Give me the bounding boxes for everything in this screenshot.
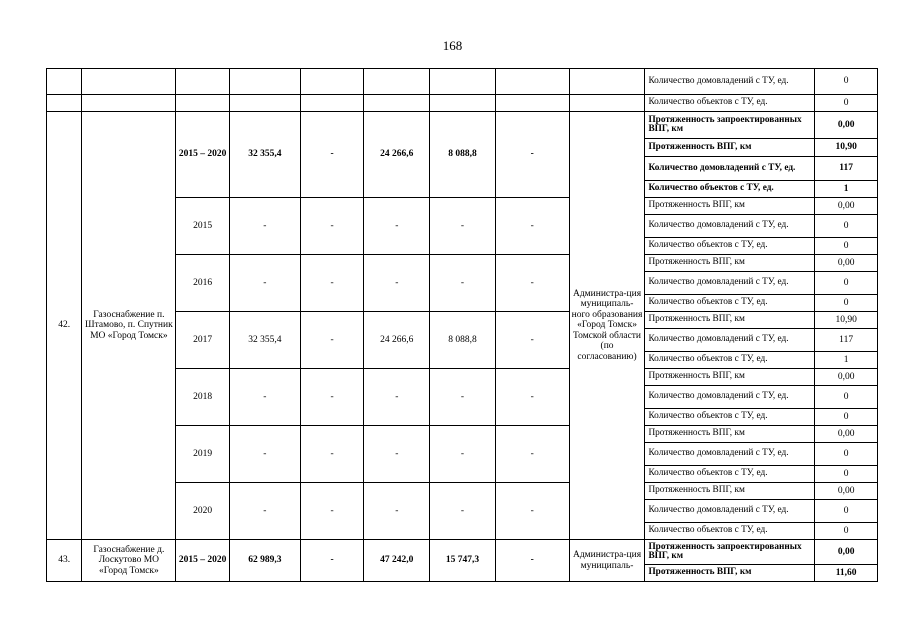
- amount-c1: -: [229, 255, 300, 312]
- amount-c3: 47 242,0: [364, 540, 430, 582]
- program-table: [46, 68, 878, 582]
- indicator-value: 0,00: [815, 369, 878, 386]
- indicator-label: Количество объектов с ТУ, ед.: [645, 95, 815, 112]
- indicator-value: 1: [815, 181, 878, 198]
- indicator-label: Протяженность запроектированных ВПГ, км: [645, 112, 815, 139]
- indicator-label: Количество домовладений с ТУ, ед.: [645, 69, 815, 95]
- indicator-value: 0: [815, 215, 878, 238]
- table-row: [47, 69, 878, 95]
- indicator-label: Количество объектов с ТУ, ед.: [645, 181, 815, 198]
- amount-c4: -: [430, 483, 496, 540]
- period-cell: 2015 – 2020: [176, 112, 230, 198]
- amount-c1: 62 989,3: [229, 540, 300, 582]
- amount-c2: -: [300, 540, 364, 582]
- amount-c1: -: [229, 369, 300, 426]
- indicator-value: 0: [815, 443, 878, 466]
- indicator-label: Протяженность запроектированных ВПГ, км: [645, 540, 815, 565]
- row-number: 43.: [47, 540, 82, 582]
- empty-cell: [176, 69, 230, 95]
- amount-c5: -: [495, 255, 569, 312]
- indicator-value: 0,00: [815, 198, 878, 215]
- object-name: Газоснабжение п. Штамово, п. Спутник МО «Город Томск»: [82, 112, 176, 540]
- amount-c4: 15 747,3: [430, 540, 496, 582]
- amount-c5: -: [495, 312, 569, 369]
- amount-c4: -: [430, 369, 496, 426]
- indicator-value: 1: [815, 352, 878, 369]
- amount-c3: -: [364, 255, 430, 312]
- amount-c2: -: [300, 483, 364, 540]
- amount-c2: -: [300, 369, 364, 426]
- empty-cell: [495, 95, 569, 112]
- empty-cell: [495, 69, 569, 95]
- year-cell: 2018: [176, 369, 230, 426]
- indicator-value: 10,90: [815, 312, 878, 329]
- indicator-value: 0: [815, 409, 878, 426]
- indicator-label: Количество домовладений с ТУ, ед.: [645, 215, 815, 238]
- amount-c3: 24 266,6: [364, 112, 430, 198]
- indicator-value: 0: [815, 95, 878, 112]
- amount-c1: 32 355,4: [229, 312, 300, 369]
- indicator-value: 0: [815, 466, 878, 483]
- indicator-label: Количество домовладений с ТУ, ед.: [645, 443, 815, 466]
- empty-cell: [229, 69, 300, 95]
- indicator-label: Количество объектов с ТУ, ед.: [645, 466, 815, 483]
- indicator-value: 117: [815, 329, 878, 352]
- indicator-label: Протяженность ВПГ, км: [645, 483, 815, 500]
- indicator-label: Количество объектов с ТУ, ед.: [645, 409, 815, 426]
- empty-cell: [430, 95, 496, 112]
- empty-cell: [82, 95, 176, 112]
- amount-c3: -: [364, 483, 430, 540]
- object-name: Газоснабжение д. Лоскутово МО «Город Томск»: [82, 540, 176, 582]
- executor-cell: Администра-ция муниципаль-: [569, 540, 645, 582]
- indicator-label: Количество объектов с ТУ, ед.: [645, 238, 815, 255]
- amount-c5: -: [495, 369, 569, 426]
- indicator-label: Количество домовладений с ТУ, ед.: [645, 329, 815, 352]
- indicator-value: 0,00: [815, 426, 878, 443]
- amount-c3: -: [364, 198, 430, 255]
- indicator-value: 0,00: [815, 483, 878, 500]
- amount-c1: 32 355,4: [229, 112, 300, 198]
- indicator-label: Количество домовладений с ТУ, ед.: [645, 386, 815, 409]
- indicator-value: 10,90: [815, 139, 878, 157]
- amount-c2: -: [300, 312, 364, 369]
- amount-c4: 8 088,8: [430, 112, 496, 198]
- indicator-label: Протяженность ВПГ, км: [645, 369, 815, 386]
- amount-c5: -: [495, 112, 569, 198]
- executor-cell: Администра-ция муниципаль-ного образования «Город Томск» Томской области (по согласованию): [569, 112, 645, 540]
- empty-cell: [569, 69, 645, 95]
- indicator-label: Протяженность ВПГ, км: [645, 426, 815, 443]
- table-row: [47, 95, 878, 112]
- empty-cell: [47, 69, 82, 95]
- indicator-value: 0: [815, 295, 878, 312]
- indicator-label: Количество домовладений с ТУ, ед.: [645, 500, 815, 523]
- empty-cell: [430, 69, 496, 95]
- indicator-label: Протяженность ВПГ, км: [645, 255, 815, 272]
- indicator-label: Количество объектов с ТУ, ед.: [645, 295, 815, 312]
- indicator-label: Протяженность ВПГ, км: [645, 198, 815, 215]
- year-cell: 2015: [176, 198, 230, 255]
- amount-c1: -: [229, 426, 300, 483]
- amount-c2: -: [300, 112, 364, 198]
- indicator-label: Протяженность ВПГ, км: [645, 565, 815, 582]
- amount-c5: -: [495, 540, 569, 582]
- indicator-value: 0: [815, 238, 878, 255]
- amount-c3: -: [364, 369, 430, 426]
- indicator-value: 0: [815, 386, 878, 409]
- amount-c1: -: [229, 198, 300, 255]
- year-cell: 2017: [176, 312, 230, 369]
- indicator-label: Протяженность ВПГ, км: [645, 312, 815, 329]
- indicator-value: 0,00: [815, 255, 878, 272]
- indicator-label: Количество объектов с ТУ, ед.: [645, 523, 815, 540]
- page-number: 168: [442, 38, 463, 53]
- amount-c5: -: [495, 198, 569, 255]
- table-row: [47, 112, 878, 139]
- indicator-value: 117: [815, 157, 878, 181]
- indicator-label: Количество домовладений с ТУ, ед.: [645, 157, 815, 181]
- amount-c5: -: [495, 426, 569, 483]
- indicator-value: 0,00: [815, 540, 878, 565]
- amount-c1: -: [229, 483, 300, 540]
- empty-cell: [229, 95, 300, 112]
- empty-cell: [176, 95, 230, 112]
- amount-c4: 8 088,8: [430, 312, 496, 369]
- amount-c4: -: [430, 255, 496, 312]
- amount-c2: -: [300, 255, 364, 312]
- amount-c3: -: [364, 426, 430, 483]
- indicator-label: Количество домовладений с ТУ, ед.: [645, 272, 815, 295]
- table-row: [47, 540, 878, 565]
- year-cell: 2016: [176, 255, 230, 312]
- empty-cell: [364, 69, 430, 95]
- empty-cell: [300, 95, 364, 112]
- indicator-label: Протяженность ВПГ, км: [645, 139, 815, 157]
- amount-c4: -: [430, 426, 496, 483]
- row-number: 42.: [47, 112, 82, 540]
- amount-c5: -: [495, 483, 569, 540]
- year-cell: 2020: [176, 483, 230, 540]
- empty-cell: [47, 95, 82, 112]
- indicator-value: 11,60: [815, 565, 878, 582]
- amount-c2: -: [300, 426, 364, 483]
- period-cell: 2015 – 2020: [176, 540, 230, 582]
- empty-cell: [82, 69, 176, 95]
- indicator-value: 0,00: [815, 112, 878, 139]
- indicator-value: 0: [815, 500, 878, 523]
- empty-cell: [569, 95, 645, 112]
- amount-c2: -: [300, 198, 364, 255]
- amount-c4: -: [430, 198, 496, 255]
- empty-cell: [364, 95, 430, 112]
- year-cell: 2019: [176, 426, 230, 483]
- indicator-value: 0: [815, 523, 878, 540]
- indicator-label: Количество объектов с ТУ, ед.: [645, 352, 815, 369]
- empty-cell: [300, 69, 364, 95]
- amount-c3: 24 266,6: [364, 312, 430, 369]
- indicator-value: 0: [815, 272, 878, 295]
- indicator-value: 0: [815, 69, 878, 95]
